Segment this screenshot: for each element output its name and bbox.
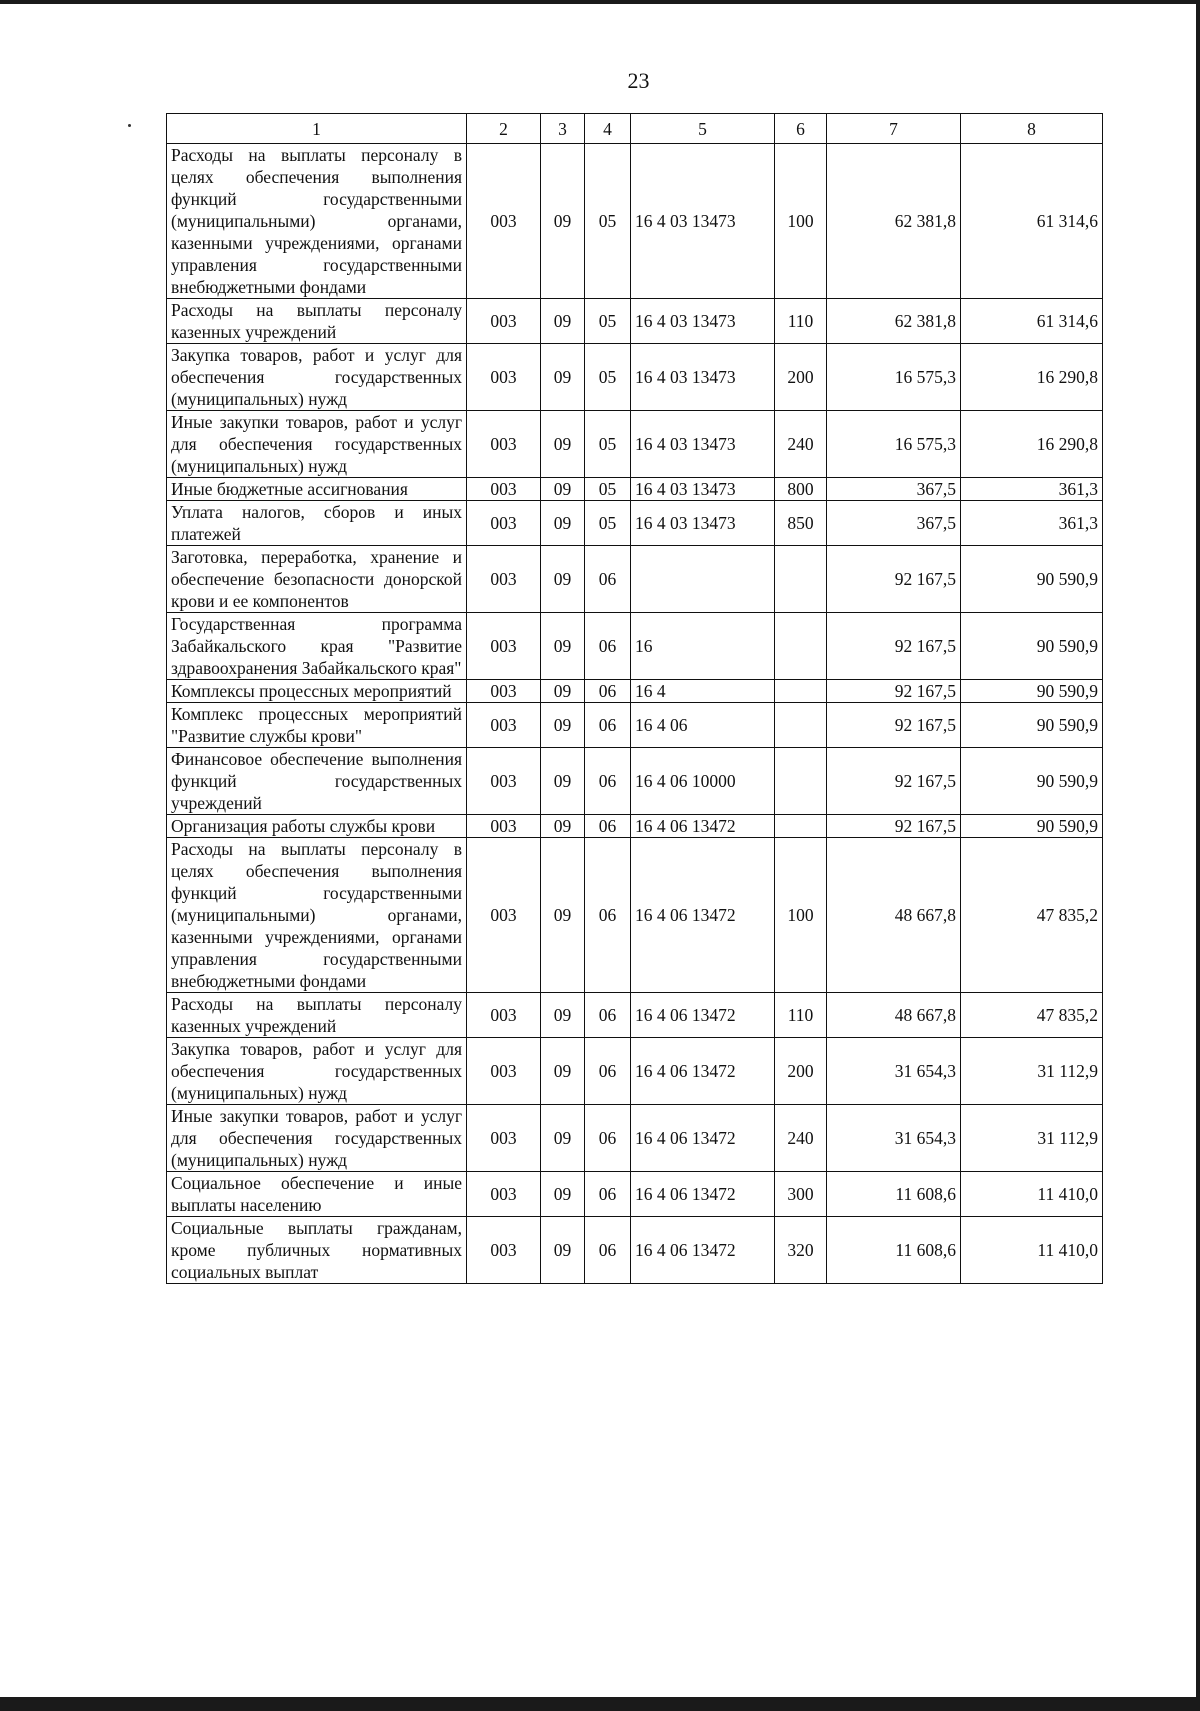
section-code: 09 [541, 1105, 585, 1172]
target-article-code: 16 4 06 13472 [631, 1105, 775, 1172]
section-code: 09 [541, 1217, 585, 1284]
target-article-code: 16 4 06 13472 [631, 1038, 775, 1105]
budget-table [166, 113, 1103, 1284]
amount-year-1: 367,5 [827, 501, 961, 546]
table-row [167, 838, 1103, 993]
row-description: Заготовка, переработка, хранение и обеспечение безопасности донорской крови и ее компонентов [167, 546, 467, 613]
section-code: 09 [541, 478, 585, 501]
amount-year-2: 11 410,0 [961, 1172, 1103, 1217]
amount-year-1: 92 167,5 [827, 546, 961, 613]
section-code: 09 [541, 1172, 585, 1217]
target-article-code: 16 4 03 13473 [631, 344, 775, 411]
ministry-code: 003 [467, 993, 541, 1038]
ministry-code: 003 [467, 299, 541, 344]
amount-year-1: 11 608,6 [827, 1172, 961, 1217]
expense-type-code: 320 [775, 1217, 827, 1284]
amount-year-1: 92 167,5 [827, 748, 961, 815]
subsection-code: 06 [585, 748, 631, 815]
subsection-code: 05 [585, 299, 631, 344]
expense-type-code: 850 [775, 501, 827, 546]
amount-year-2: 361,3 [961, 478, 1103, 501]
expense-type-code [775, 748, 827, 815]
expense-type-code: 300 [775, 1172, 827, 1217]
col-header-5: 5 [631, 114, 775, 144]
row-description: Иные бюджетные ассигнования [167, 478, 467, 501]
expense-type-code [775, 546, 827, 613]
ministry-code: 003 [467, 144, 541, 299]
ministry-code: 003 [467, 501, 541, 546]
subsection-code: 06 [585, 613, 631, 680]
row-description: Организация работы службы крови [167, 815, 467, 838]
ministry-code: 003 [467, 815, 541, 838]
table-row [167, 501, 1103, 546]
row-description: Расходы на выплаты персоналу в целях обеспечения выполнения функций государственными (муниципальными) органами, казенными учреждениями, органами управления государственными внебюджетными фондами [167, 838, 467, 993]
ministry-code: 003 [467, 546, 541, 613]
row-description: Иные закупки товаров, работ и услуг для обеспечения государственных (муниципальных) нужд [167, 1105, 467, 1172]
amount-year-1: 92 167,5 [827, 613, 961, 680]
amount-year-2: 61 314,6 [961, 299, 1103, 344]
amount-year-2: 61 314,6 [961, 144, 1103, 299]
ministry-code: 003 [467, 478, 541, 501]
target-article-code: 16 4 06 13472 [631, 1217, 775, 1284]
section-code: 09 [541, 838, 585, 993]
subsection-code: 05 [585, 411, 631, 478]
row-description: Расходы на выплаты персоналу в целях обеспечения выполнения функций государственными (муниципальными) органами, казенными учреждениями, органами управления государственными внебюджетными фондами [167, 144, 467, 299]
ministry-code: 003 [467, 680, 541, 703]
ministry-code: 003 [467, 411, 541, 478]
table-row [167, 703, 1103, 748]
section-code: 09 [541, 144, 585, 299]
target-article-code: 16 4 06 10000 [631, 748, 775, 815]
row-description: Государственная программа Забайкальского края "Развитие здравоохранения Забайкальского края" [167, 613, 467, 680]
target-article-code: 16 4 06 13472 [631, 815, 775, 838]
amount-year-1: 16 575,3 [827, 344, 961, 411]
amount-year-1: 16 575,3 [827, 411, 961, 478]
target-article-code: 16 4 06 13472 [631, 838, 775, 993]
subsection-code: 06 [585, 1217, 631, 1284]
amount-year-1: 48 667,8 [827, 993, 961, 1038]
amount-year-1: 367,5 [827, 478, 961, 501]
amount-year-1: 31 654,3 [827, 1105, 961, 1172]
section-code: 09 [541, 993, 585, 1038]
section-code: 09 [541, 703, 585, 748]
expense-type-code: 240 [775, 411, 827, 478]
amount-year-2: 47 835,2 [961, 993, 1103, 1038]
scan-edge-top [0, 0, 1200, 4]
ministry-code: 003 [467, 1105, 541, 1172]
row-description: Иные закупки товаров, работ и услуг для обеспечения государственных (муниципальных) нужд [167, 411, 467, 478]
table-row [167, 1105, 1103, 1172]
col-header-1: 1 [167, 114, 467, 144]
amount-year-1: 62 381,8 [827, 144, 961, 299]
page-number: 23 [627, 68, 650, 93]
expense-type-code [775, 815, 827, 838]
ministry-code: 003 [467, 703, 541, 748]
row-description: Расходы на выплаты персоналу казенных учреждений [167, 993, 467, 1038]
row-description: Уплата налогов, сборов и иных платежей [167, 501, 467, 546]
section-code: 09 [541, 1038, 585, 1105]
subsection-code: 06 [585, 546, 631, 613]
target-article-code: 16 4 03 13473 [631, 299, 775, 344]
section-code: 09 [541, 613, 585, 680]
ministry-code: 003 [467, 1217, 541, 1284]
subsection-code: 06 [585, 993, 631, 1038]
subsection-code: 06 [585, 838, 631, 993]
amount-year-2: 90 590,9 [961, 613, 1103, 680]
expense-type-code: 200 [775, 344, 827, 411]
amount-year-1: 31 654,3 [827, 1038, 961, 1105]
table-row [167, 680, 1103, 703]
scan-edge-right [1196, 0, 1200, 1711]
amount-year-2: 90 590,9 [961, 680, 1103, 703]
row-description: Расходы на выплаты персоналу казенных учреждений [167, 299, 467, 344]
table-row [167, 299, 1103, 344]
target-article-code: 16 4 03 13473 [631, 144, 775, 299]
target-article-code: 16 4 03 13473 [631, 478, 775, 501]
ministry-code: 003 [467, 1038, 541, 1105]
target-article-code: 16 4 06 13472 [631, 1172, 775, 1217]
target-article-code: 16 4 03 13473 [631, 411, 775, 478]
table-row [167, 546, 1103, 613]
amount-year-2: 90 590,9 [961, 748, 1103, 815]
row-description: Комплексы процессных мероприятий [167, 680, 467, 703]
table-row [167, 1038, 1103, 1105]
section-code: 09 [541, 815, 585, 838]
amount-year-1: 11 608,6 [827, 1217, 961, 1284]
amount-year-2: 90 590,9 [961, 546, 1103, 613]
col-header-4: 4 [585, 114, 631, 144]
target-article-code: 16 4 [631, 680, 775, 703]
col-header-8: 8 [961, 114, 1103, 144]
expense-type-code: 100 [775, 144, 827, 299]
target-article-code [631, 546, 775, 613]
section-code: 09 [541, 411, 585, 478]
subsection-code: 05 [585, 144, 631, 299]
amount-year-2: 90 590,9 [961, 703, 1103, 748]
subsection-code: 05 [585, 501, 631, 546]
amount-year-1: 92 167,5 [827, 815, 961, 838]
subsection-code: 06 [585, 1105, 631, 1172]
section-code: 09 [541, 680, 585, 703]
ministry-code: 003 [467, 1172, 541, 1217]
subsection-code: 06 [585, 1038, 631, 1105]
amount-year-1: 62 381,8 [827, 299, 961, 344]
expense-type-code: 800 [775, 478, 827, 501]
target-article-code: 16 4 06 13472 [631, 993, 775, 1038]
table-row [167, 411, 1103, 478]
section-code: 09 [541, 501, 585, 546]
expense-type-code: 200 [775, 1038, 827, 1105]
table-row [167, 1172, 1103, 1217]
expense-type-code: 110 [775, 299, 827, 344]
subsection-code: 06 [585, 1172, 631, 1217]
row-description: Финансовое обеспечение выполнения функций государственных учреждений [167, 748, 467, 815]
col-header-3: 3 [541, 114, 585, 144]
amount-year-2: 16 290,8 [961, 344, 1103, 411]
subsection-code: 05 [585, 344, 631, 411]
margin-mark [128, 124, 131, 127]
section-code: 09 [541, 344, 585, 411]
amount-year-2: 11 410,0 [961, 1217, 1103, 1284]
ministry-code: 003 [467, 344, 541, 411]
col-header-7: 7 [827, 114, 961, 144]
table-row [167, 1217, 1103, 1284]
expense-type-code [775, 703, 827, 748]
table-row [167, 748, 1103, 815]
table-body [167, 144, 1103, 1284]
amount-year-1: 48 667,8 [827, 838, 961, 993]
amount-year-2: 90 590,9 [961, 815, 1103, 838]
table-row [167, 344, 1103, 411]
amount-year-2: 31 112,9 [961, 1038, 1103, 1105]
section-code: 09 [541, 299, 585, 344]
target-article-code: 16 4 06 [631, 703, 775, 748]
amount-year-1: 92 167,5 [827, 680, 961, 703]
col-header-2: 2 [467, 114, 541, 144]
table-row [167, 478, 1103, 501]
expense-type-code [775, 680, 827, 703]
table-row [167, 815, 1103, 838]
subsection-code: 06 [585, 680, 631, 703]
row-description: Закупка товаров, работ и услуг для обеспечения государственных (муниципальных) нужд [167, 1038, 467, 1105]
ministry-code: 003 [467, 613, 541, 680]
section-code: 09 [541, 748, 585, 815]
col-header-6: 6 [775, 114, 827, 144]
amount-year-2: 31 112,9 [961, 1105, 1103, 1172]
table-row [167, 144, 1103, 299]
subsection-code: 06 [585, 815, 631, 838]
target-article-code: 16 4 03 13473 [631, 501, 775, 546]
expense-type-code: 100 [775, 838, 827, 993]
row-description: Социальное обеспечение и иные выплаты населению [167, 1172, 467, 1217]
ministry-code: 003 [467, 838, 541, 993]
table-row [167, 613, 1103, 680]
target-article-code: 16 [631, 613, 775, 680]
table-row [167, 993, 1103, 1038]
row-description: Комплекс процессных мероприятий "Развитие службы крови" [167, 703, 467, 748]
amount-year-2: 47 835,2 [961, 838, 1103, 993]
expense-type-code: 240 [775, 1105, 827, 1172]
row-description: Закупка товаров, работ и услуг для обеспечения государственных (муниципальных) нужд [167, 344, 467, 411]
amount-year-1: 92 167,5 [827, 703, 961, 748]
amount-year-2: 361,3 [961, 501, 1103, 546]
subsection-code: 06 [585, 703, 631, 748]
header-row [167, 114, 1103, 144]
expense-type-code: 110 [775, 993, 827, 1038]
section-code: 09 [541, 546, 585, 613]
row-description: Социальные выплаты гражданам, кроме публичных нормативных социальных выплат [167, 1217, 467, 1284]
expense-type-code [775, 613, 827, 680]
scan-edge-bottom [0, 1697, 1200, 1711]
ministry-code: 003 [467, 748, 541, 815]
amount-year-2: 16 290,8 [961, 411, 1103, 478]
subsection-code: 05 [585, 478, 631, 501]
